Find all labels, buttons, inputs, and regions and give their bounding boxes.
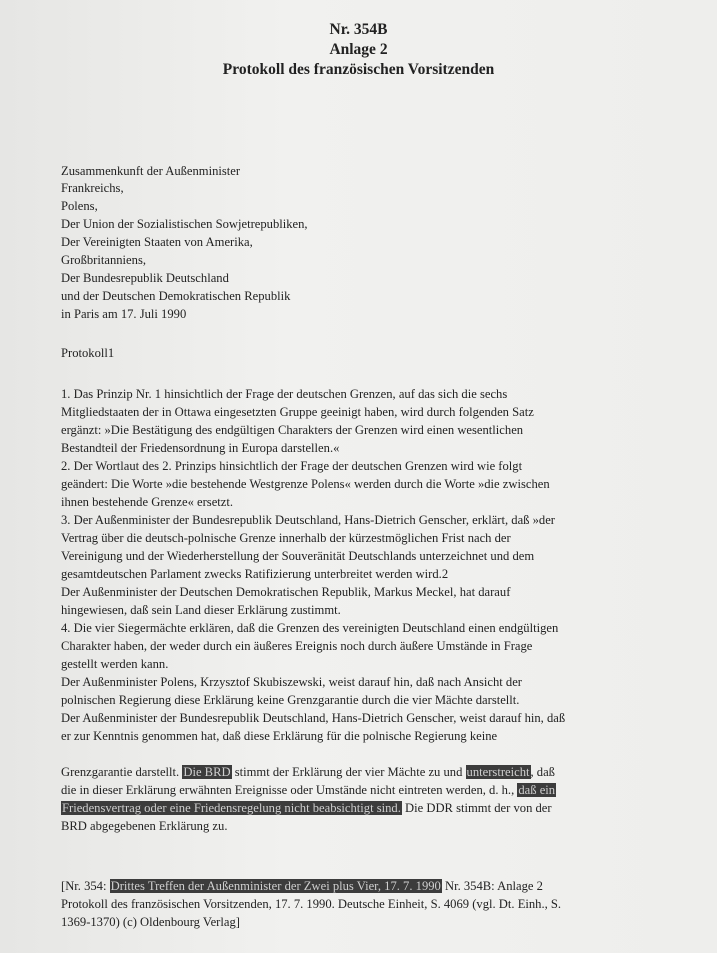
citation-link[interactable]: Drittes Treffen der Außenminister der Zwei plus Vier, 17. 7. 1990: [110, 879, 441, 893]
body-line: Mitgliedstaaten der in Ottawa eingesetzten Gruppe geeinigt haben, wird durch folgenden Satz: [61, 405, 534, 419]
body-line: er zur Kenntnis genommen hat, daß diese Erklärung für die polnische Regierung keine: [61, 729, 498, 743]
body-line: gesamtdeutschen Parlament zwecks Ratifizierung unterbreitet werden wird.2: [61, 567, 449, 581]
address-line: in Paris am 17. Juli 1990: [61, 307, 187, 321]
address-line: Der Vereinigten Staaten von Amerika,: [61, 235, 253, 249]
citation-line: [Nr. 354: Drittes Treffen der Außenminister der Zwei plus Vier, 17. 7. 1990 Nr. 354B: Anlage 2: [61, 879, 543, 893]
body-line: polnischen Regierung diese Erklärung keine Grenzgarantie durch die vier Mächte darstellt.: [61, 693, 520, 707]
address-line: Zusammenkunft der Außenminister: [61, 164, 241, 178]
protocol-label: Protokoll1: [61, 346, 115, 360]
citation-line: 1369-1370) (c) Oldenbourg Verlag]: [61, 915, 240, 929]
body-line: Der Außenminister Polens, Krzysztof Skubiszewski, weist darauf hin, daß nach Ansicht der: [61, 675, 522, 689]
highlight: daß ein: [518, 783, 556, 797]
body-line: BRD abgegebenen Erklärung zu.: [61, 819, 228, 833]
highlight: unterstreicht: [466, 765, 530, 779]
address-line: Der Union der Sozialistischen Sowjetrepubliken,: [61, 217, 308, 231]
body-line: Charakter haben, der weder durch ein äußeres Ereignis noch durch äußere Umstände in Frage: [61, 639, 533, 653]
address-line: Frankreichs,: [61, 181, 124, 195]
doc-number: Nr. 354B: [329, 21, 388, 38]
body-line: 2. Der Wortlaut des 2. Prinzips hinsichtlich der Frage der deutschen Grenzen wird wie folgt: [61, 459, 523, 473]
body-line: ergänzt: »Die Bestätigung des endgültigen Charakters der Grenzen wird einen wesentlichen: [61, 423, 524, 437]
body-line: die in dieser Erklärung erwähnten Ereignisse oder Umstände nicht eintreten werden, d. h., daß ein: [61, 783, 556, 797]
body-line: Der Außenminister der Bundesrepublik Deutschland, Hans-Dietrich Genscher, weist darauf hin, daß: [61, 711, 566, 725]
body-line: 4. Die vier Siegermächte erklären, daß die Grenzen des vereinigten Deutschland einen endgültigen: [61, 621, 559, 635]
citation-line: Protokoll des französischen Vorsitzenden, 17. 7. 1990. Deutsche Einheit, S. 4069 (vgl. Dt. Einh., S.: [61, 897, 562, 911]
body-line: 3. Der Außenminister der Bundesrepublik Deutschland, Hans-Dietrich Genscher, erklärt, daß »der: [61, 513, 555, 527]
doc-title: Protokoll des französischen Vorsitzenden: [222, 61, 495, 78]
body-line: 1. Das Prinzip Nr. 1 hinsichtlich der Frage der deutschen Grenzen, auf das sich die sechs: [61, 387, 508, 401]
address-line: Großbritanniens,: [61, 253, 146, 267]
body-line: Vertrag über die deutsch-polnische Grenze innerhalb der kürzestmöglichen Frist nach der: [61, 531, 511, 545]
body-line: hingewiesen, daß sein Land dieser Erklärung zustimmt.: [61, 603, 341, 617]
address-line: Der Bundesrepublik Deutschland: [61, 271, 229, 285]
address-line: und der Deutschen Demokratischen Republik: [61, 289, 291, 303]
document-header: [0, 20, 717, 80]
annex-label: Anlage 2: [329, 41, 388, 58]
highlight: Die BRD: [183, 765, 231, 779]
body-line: Friedensvertrag oder eine Friedensregelung nicht beabsichtigt sind. Die DDR stimmt der von der: [62, 801, 552, 815]
body-line: ihnen bestehende Grenze« ersetzt.: [61, 495, 234, 509]
highlight: Friedensvertrag oder eine Friedensregelung nicht beabsichtigt sind.: [62, 801, 401, 815]
address-line: Polens,: [61, 199, 98, 213]
body-line: Der Außenminister der Deutschen Demokratischen Republik, Markus Meckel, hat darauf: [61, 585, 511, 599]
body-line: geändert: Die Worte »die bestehende Westgrenze Polens« werden durch die Worte »die zwischen: [61, 477, 550, 491]
body-line: Grenzgarantie darstellt. Die BRD stimmt der Erklärung der vier Mächte zu und unterstreicht, daß: [61, 765, 555, 779]
body-line: Bestandteil der Friedensordnung in Europa darstellen.«: [61, 441, 340, 455]
body-line: Vereinigung und der Wiederherstellung der Souveränität Deutschlands unterzeichnet und dem: [61, 549, 535, 563]
body-line: gestellt werden kann.: [61, 657, 169, 671]
